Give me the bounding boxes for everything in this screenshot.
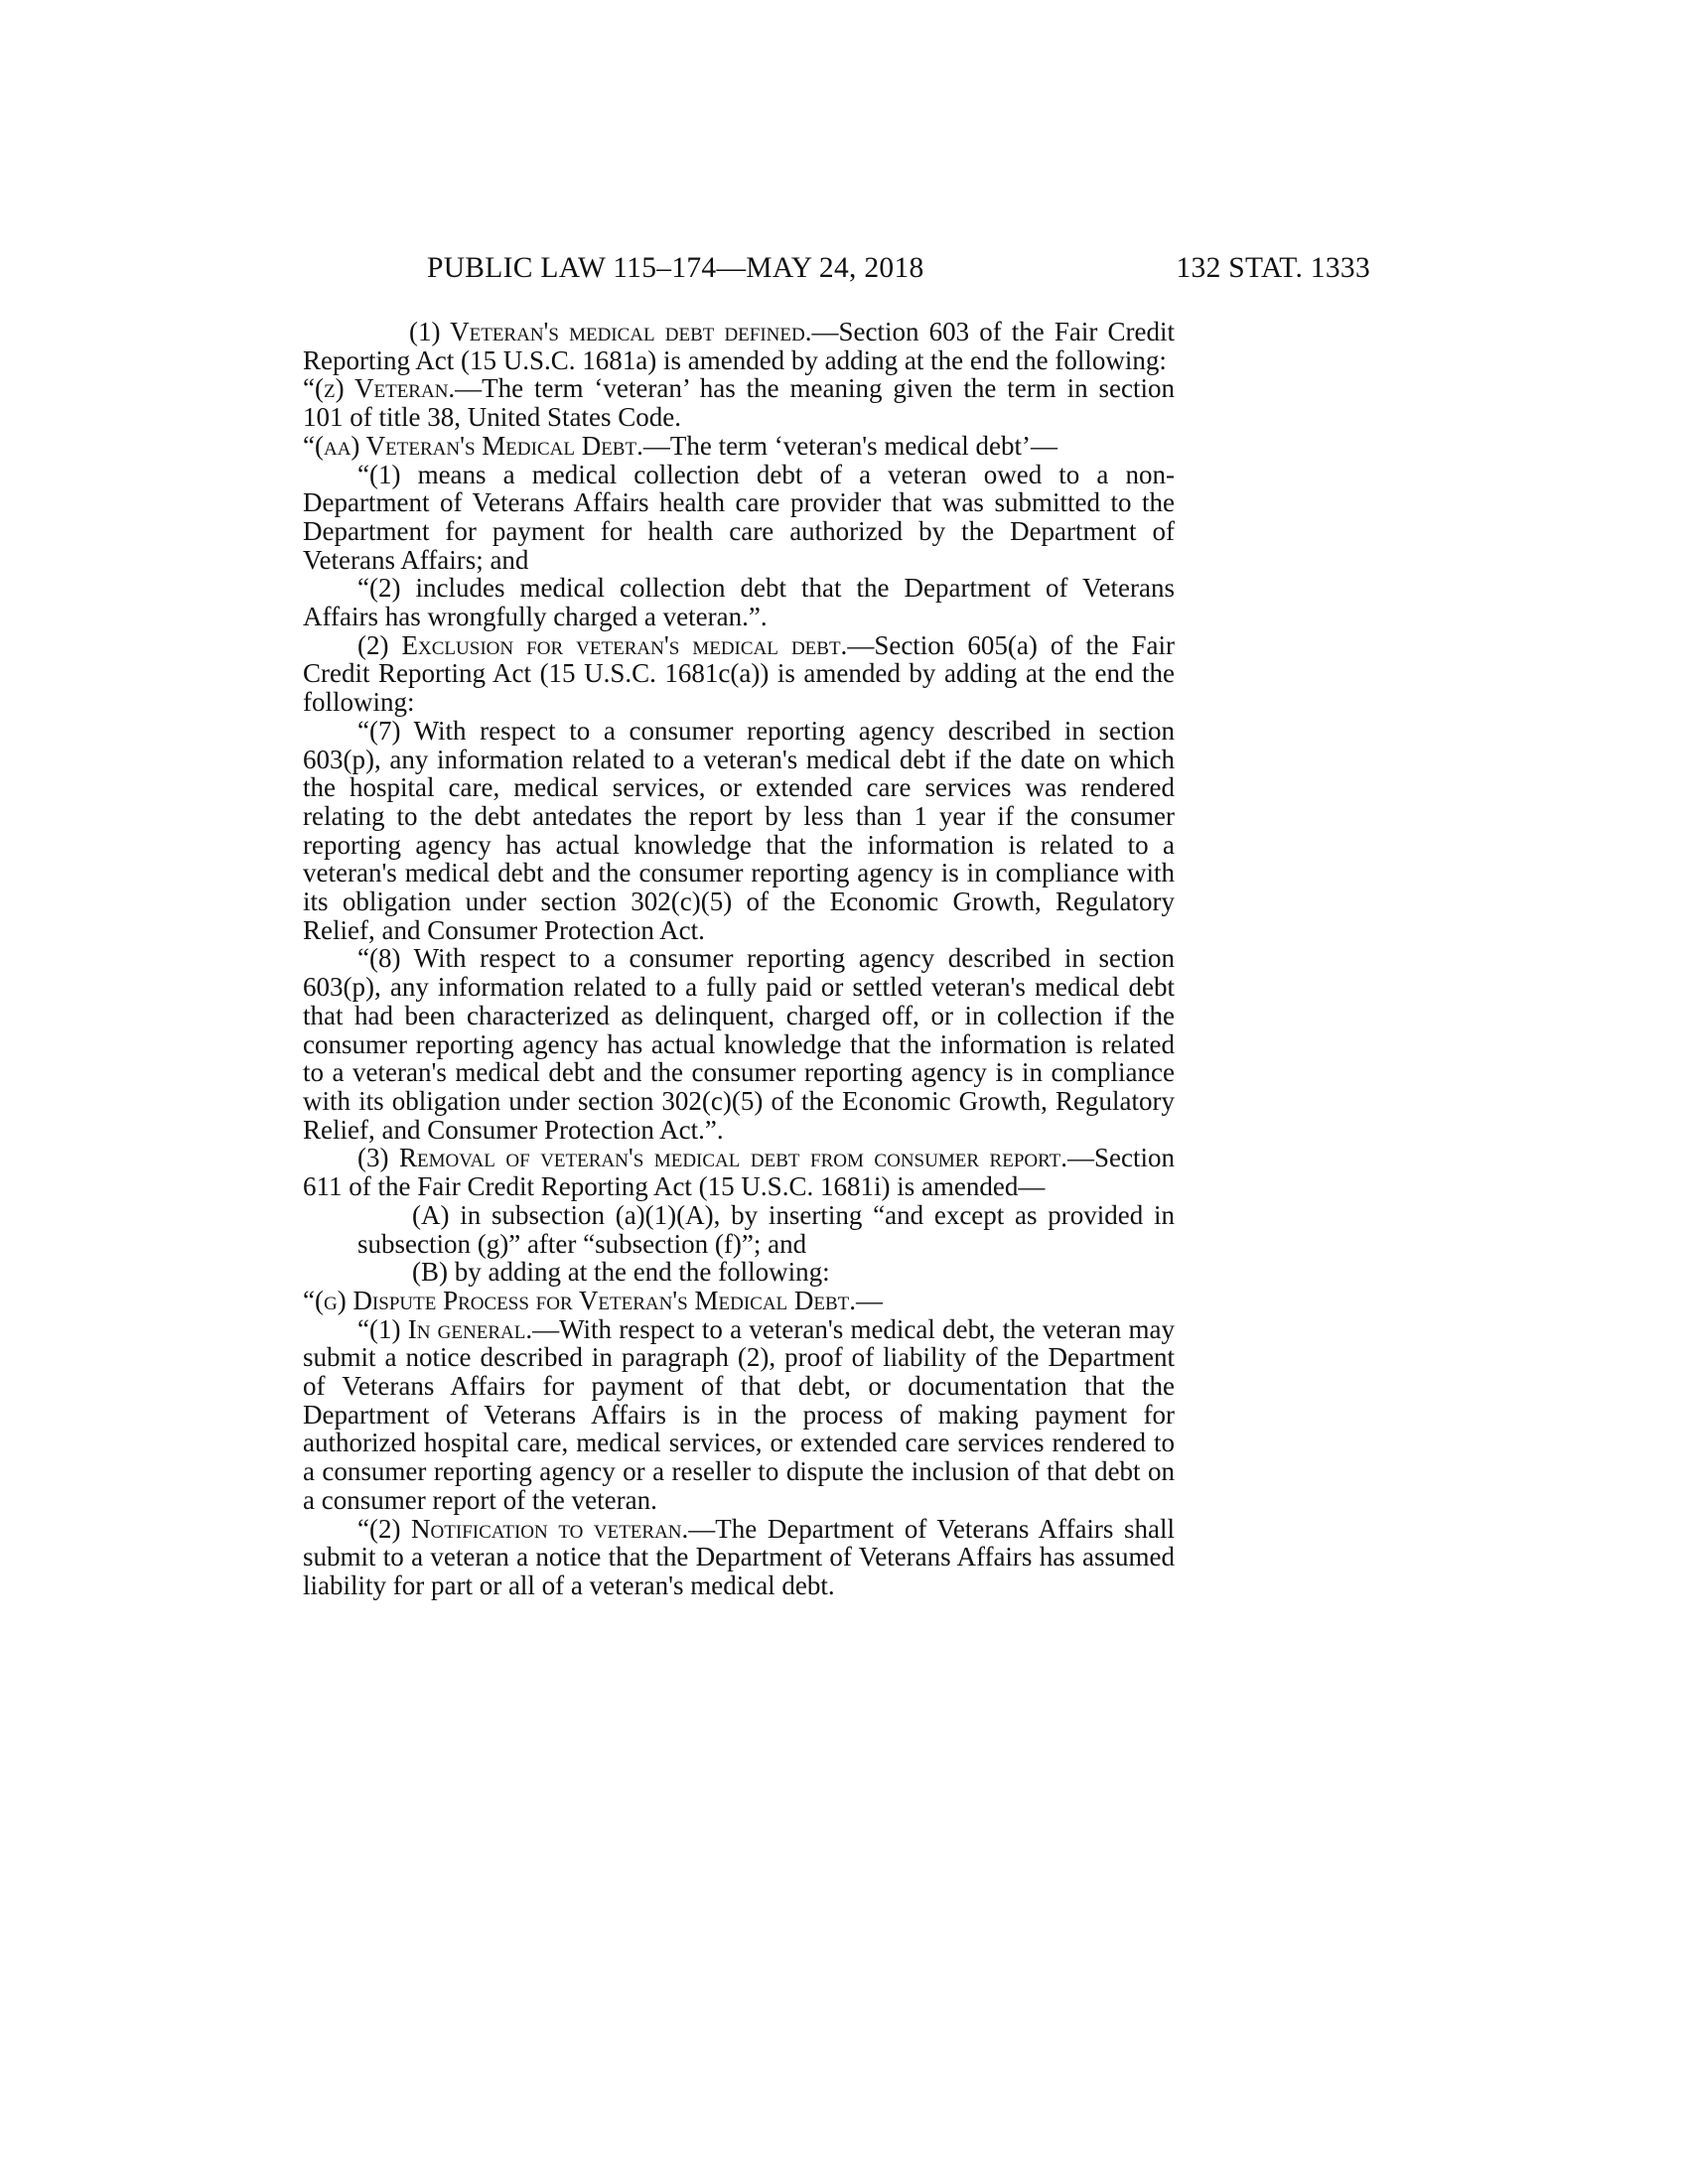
header-stat-citation: 132 STAT. 1333: [1176, 252, 1370, 284]
subsection-g-2-text: —The Department of Veterans Affairs shall submit to a veteran a notice that the Department of Veterans Affairs has assumed liability for part or all of a veteran's medical debt.: [303, 1513, 1175, 1600]
subsection-g-heading: “(g) Dispute Process for Veteran's Medical Debt.: [303, 1285, 857, 1315]
running-header: [0, 252, 1688, 292]
clause-a: (A) in subsection (a)(1)(A), by inserting “and except as provided in subsection (g)” after “subsection (f)”; and: [357, 1199, 1175, 1259]
paragraph-3: [303, 1144, 1175, 1200]
subsection-g-1-text: —With respect to a veteran's medical debt, the veteran may submit a notice described in paragraph (2), proof of liability of the Department of Veterans Affairs for payment of that debt, or documentation that the Department of Veterans Affairs is in the process of making payment for authorized hospital care, medical services, or extended care services rendered to a consumer reporting agency or a reseller to dispute the inclusion of that debt on a consumer report of the veteran.: [303, 1313, 1176, 1515]
definition-aa-text: —The term ‘veteran's medical debt’—: [642, 430, 1058, 461]
header-title: PUBLIC LAW 115–174—MAY 24, 2018: [427, 252, 924, 284]
subsection-g-1: [303, 1315, 1175, 1515]
document-body: [303, 318, 1175, 1600]
paragraph-1: [303, 318, 1175, 374]
definition-z: [194, 374, 1175, 431]
subsection-g-2: [303, 1515, 1175, 1600]
subsection-g: [303, 1287, 1175, 1315]
subsection-g-2-heading: “(2) Notification to veteran.: [357, 1513, 689, 1544]
definition-aa-2: “(2) includes medical collection debt that the Department of Veterans Affairs has wrongfully charged a veteran.”.: [303, 573, 1175, 632]
paragraph-1-text: —Section 603 of the Fair Credit Reporting Act (15 U.S.C. 1681a) is amended by adding at the end the following:: [303, 317, 1175, 375]
subsection-g-1-heading: “(1) In general.: [357, 1313, 533, 1344]
definition-aa: [194, 432, 1175, 461]
clause-b: (B) by adding at the end the following:: [412, 1257, 830, 1288]
paragraph-2: [303, 631, 1175, 717]
paragraph-3-heading: (3) Removal of veteran's medical debt from consumer report.: [357, 1143, 1067, 1173]
subsection-g-dash: —: [856, 1285, 884, 1315]
definition-z-text: —The term ‘veteran’ has the meaning given the term in section 101 of title 38, United States Code.: [303, 373, 1175, 433]
paragraph-1-heading: (1) Veteran's medical debt defined.: [409, 317, 812, 346]
paragraph-2-text: —Section 605(a) of the Fair Credit Reporting Act (15 U.S.C. 1681c(a)) is amended by adding at the end the following:: [303, 629, 1175, 718]
subsection-7: “(7) With respect to a consumer reporting agency described in section 603(p), any information related to a veteran's medical debt if the date on which the hospital care, medical services, or extended care services was rendered relating to the debt antedates the report by less than 1 year if the consumer reporting agency has actual knowledge that the information is related to a veteran's medical debt and the consumer reporting agency is in compliance with its obligation under section 302(c)(5) of the Economic Growth, Regulatory Relief, and Consumer Protection Act.: [303, 715, 1175, 945]
paragraph-2-heading: (2) Exclusion for veteran's medical debt.: [357, 629, 848, 660]
definition-aa-1: “(1) means a medical collection debt of a veteran owed to a non-Department of Veterans Affairs health care provider that was submitted to the Department for payment for health care authorized by the Department of Veterans Affairs; and: [303, 459, 1175, 575]
paragraph-3-text: —Section 611 of the Fair Credit Reporting Act (15 U.S.C. 1681i) is amended—: [303, 1143, 1175, 1202]
definition-z-heading: “(z) Veteran.: [303, 373, 456, 404]
subsection-8: “(8) With respect to a consumer reporting agency described in section 603(p), any information related to a fully paid or settled veteran's medical debt that had been characterized as delinquent, charged off, or in collection if the consumer reporting agency has actual knowledge that the information is related to a veteran's medical debt and the consumer reporting agency is in compliance with its obligation under section 302(c)(5) of the Economic Growth, Regulatory Relief, and Consumer Protection Act.”.: [303, 943, 1175, 1145]
definition-aa-heading: “(aa) Veteran's Medical Debt.: [303, 430, 643, 461]
